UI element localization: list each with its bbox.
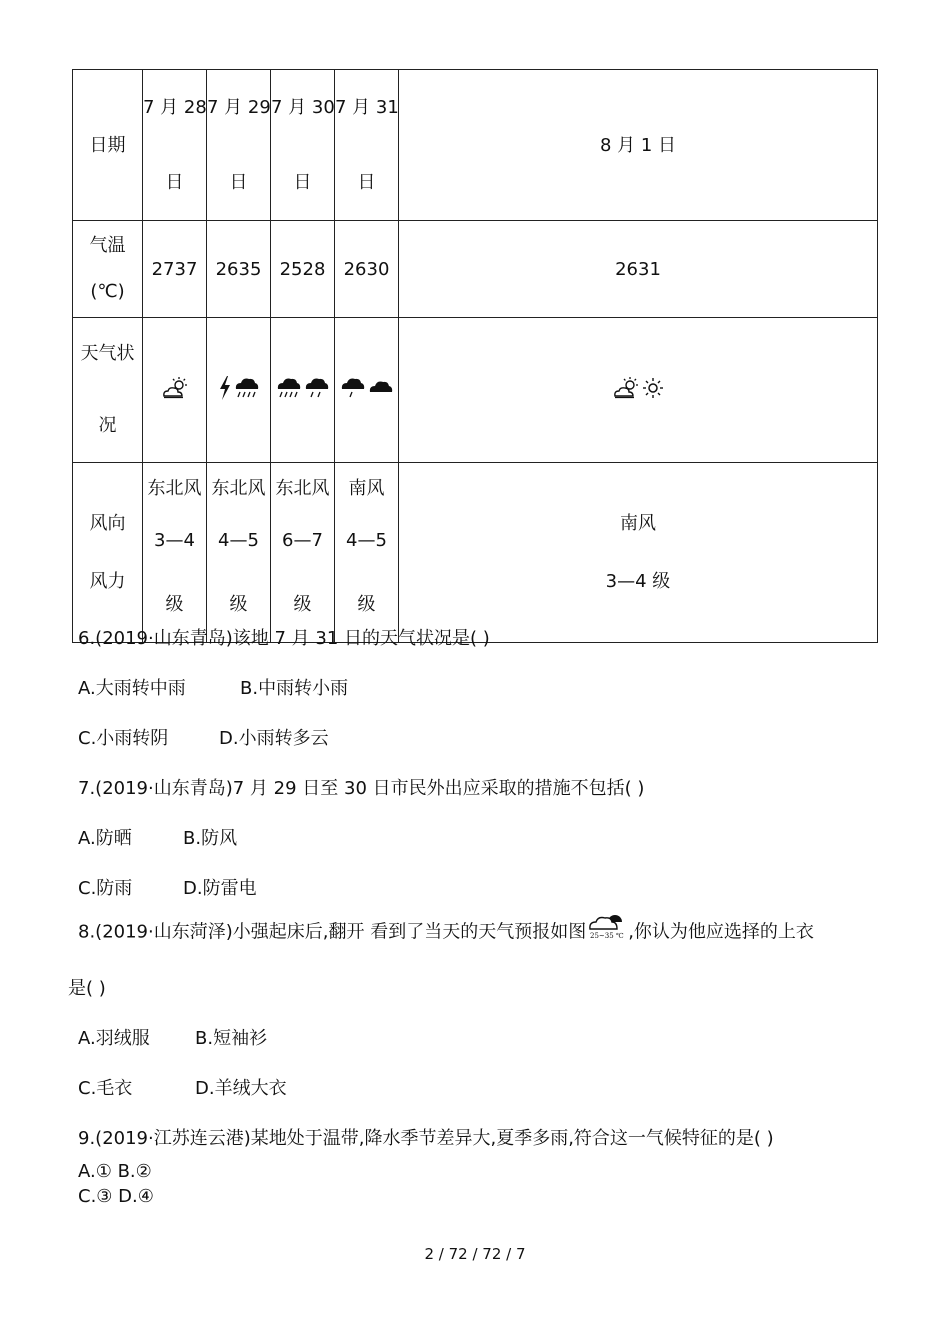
header-date: 日期 [73,70,143,221]
lightning-icon [218,375,232,401]
cell-wind-0728: 东北风 3—4 级 [143,463,207,643]
cell-date-0801: 8 月 1 日 [399,70,878,221]
cell-wind-0730: 东北风 6—7 级 [271,463,335,643]
cell-temp-0801: 2631 [399,221,878,318]
cell-date-0729: 7 月 29 日 [207,70,271,221]
cell-temp-0728: 2737 [143,221,207,318]
cell-temp-0731: 2630 [335,221,399,318]
heavy-rain-icon [234,376,260,400]
cell-weather-0729 [207,318,271,463]
partly-cloudy-sun-icon [161,376,189,400]
cell-temp-0729: 2635 [207,221,271,318]
cell-weather-0728 [143,318,207,463]
cell-date-0731: 7 月 31 日 [335,70,399,221]
q6-option-b: B.中雨转小雨 [240,678,349,699]
header-temperature: 气温 (℃) [73,221,143,318]
forecast-image [588,910,626,955]
q8-option-a: A.羽绒服 [78,1028,150,1049]
q8-text-start: 8.(2019·山东菏泽)小强起床后,翻开 看到了当天的天气预报如图 [78,921,587,943]
q7-option-a: A.防晒 [78,828,132,849]
cell-wind-0731: 南风 4—5 级 [335,463,399,643]
sun-icon [642,377,664,399]
header-wind: 风向 风力 [73,463,143,643]
cell-temp-0730: 2528 [271,221,335,318]
q6-option-d: D.小雨转多云 [219,728,329,749]
question-7: 7.(2019·山东青岛)7 月 29 日至 30 日市民外出应采取的措施不包括( ) [78,778,645,799]
question-8-cont: 是( ) [68,978,106,999]
moderate-rain-icon [304,376,330,400]
forecast-temp-label: 25~35 ℃ [590,932,624,940]
q7-option-b: B.防风 [183,828,238,849]
row-wind [73,463,878,643]
cell-weather-0730 [271,318,335,463]
cell-date-0728: 7 月 28 日 [143,70,207,221]
q6-option-c: C.小雨转阴 [78,728,169,749]
row-date [73,70,878,221]
page-number: 2 / 72 / 72 / 7 [424,1245,526,1263]
cell-wind-0801: 南风 3—4 级 [399,463,878,643]
partly-cloudy-sun-icon [612,376,640,400]
q8-option-d: D.羊绒大衣 [195,1078,287,1099]
row-weather [73,318,878,463]
q7-option-c: C.防雨 [78,878,133,899]
q8-text-end: ,你认为他应选择的上衣 [628,921,814,943]
q8-option-b: B.短袖衫 [195,1028,268,1049]
heavy-rain-icon [276,376,302,400]
question-9: 9.(2019·江苏连云港)某地处于温带,降水季节差异大,夏季多雨,符合这一气候特征的是( ) [78,1128,774,1149]
question-6: 6.(2019·山东青岛)该地 7 月 31 日的天气状况是( ) [78,628,490,649]
q9-options-ab: A.① B.② [78,1161,152,1182]
cloud-icon [368,378,394,398]
weather-table [72,69,878,643]
cell-weather-0731 [335,318,399,463]
light-rain-icon [340,376,366,400]
q6-option-a: A.大雨转中雨 [78,678,186,699]
cell-wind-0729: 东北风 4—5 级 [207,463,271,643]
cell-weather-0801 [399,318,878,463]
header-weather: 天气状 况 [73,318,143,463]
q9-options-cd: C.③ D.④ [78,1186,154,1207]
cell-date-0730: 7 月 30 日 [271,70,335,221]
question-8 [78,910,814,955]
q7-option-d: D.防雷电 [183,878,257,899]
q8-option-c: C.毛衣 [78,1078,133,1099]
row-temperature [73,221,878,318]
